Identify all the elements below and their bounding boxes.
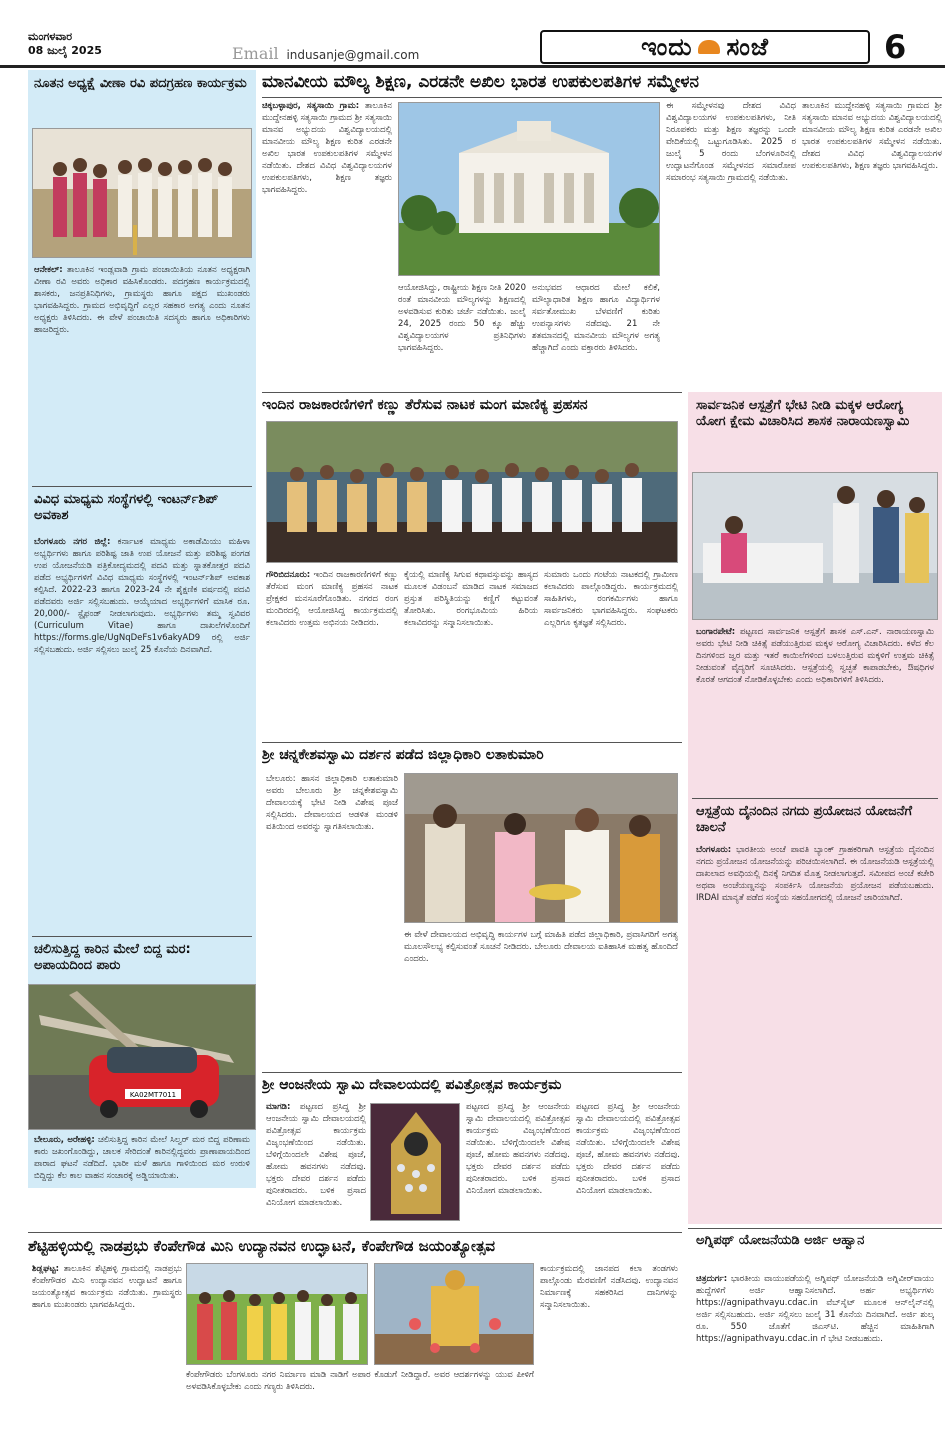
body-text-cash: ಭಾರತೀಯ ಅಂಚೆ ಪಾವತಿ ಬ್ಯಾಂಕ್ ಗ್ರಾಹಕರಿಗಾಗಿ ಆಸ್ಪತ್ರೆಯ ದೈನಂದಿನ ನಗದು ಪ್ರಯೋಜನ ಯೋಜನೆಯನ್ನು ಪರಿಚಯಿಸಲಾಗಿದೆ. ಈ ಯೋಜನೆಯಡಿ ಆಸ್ಪತ್ರೆಯಲ್ಲಿ ದಾಖಲಾದ ಅವಧಿಯಲ್ಲಿ ದಿನಕ್ಕೆ ನಿಗದಿತ ಮೊತ್ತ ನೀಡಲಾಗುತ್ತದೆ. ಸಮೀಪದ ಅಂಚೆ ಕಚೇರಿ ಅಥವಾ ಅಂಚೆಯಣ್ಣನನ್ನು ಸಂಪರ್ಕಿಸಿ ಯೋಜನೆಯ ಪ್ರಯೋಜನ ಪಡೆಯಬಹುದು. IRDAI ಮಾನ್ಯತೆ ಪಡೆದ ಸಂಸ್ಥೆಯ ಸಹಯೋಗದಲ್ಲಿ ಯೋಜನೆ ಜಾರಿಯಾಗಿದೆ. [696,845,934,903]
body-text-drama-1: ಇಂದಿನ ರಾಜಕಾರಣಿಗಳಿಗೆ ಕಣ್ಣು ತೆರೆಸುವ ಮಂಗ ಮಾಣಿಕ್ಯ ಪ್ರಹಸನ ನಾಟಕ ಪ್ರೇಕ್ಷಕರ ಮನಸೂರೆಗೊಂಡಿತು. ನಗರದ ರಂಗ ಮಂದಿರದಲ್ಲಿ ಆಯೋಜಿಸಿದ್ದ ಕಾರ್ಯಕ್ರಮದಲ್ಲಿ ಕಲಾವಿದರು ಉತ್ತಮ ಅಭಿನಯ ನೀಡಿದರು. [266,570,398,628]
body-conference-4: ಈ ಸಮ್ಮೇಳನವು ದೇಶದ ವಿವಿಧ ವಿಶ್ವವಿದ್ಯಾಲಯಗಳ ಉಪಕುಲಪತಿಗಳು, ನೀತಿ ನಿರೂಪಕರು ಮತ್ತು ಶಿಕ್ಷಣ ತಜ್ಞರನ್ನು ಒಂದೇ ವೇದಿಕೆಯಲ್ಲಿ ಒಟ್ಟುಗೂಡಿಸಿತು. 2025 ರ ಜುಲೈ 5 ರಂದು ಬೆಂಗಳೂರಿನಲ್ಲಿ ಉದ್ಘಾಟನೆಗೊಂಡ ಸಮ್ಮೇಳನದ ಸಮಾರೋಪ ಸಮಾರಂಭ ಸತ್ಯಸಾಯಿ ಗ್ರಾಮದಲ್ಲಿ ನಡೆಯಿತು. [666,101,796,183]
hospital-illustration [693,473,938,620]
logo-text-left: ಇಂದು [641,33,693,61]
article-agnipath [688,1228,942,1442]
left-column [28,70,256,1188]
headline-conference: ಮಾನವೀಯ ಮೌಲ್ಯ ಶಿಕ್ಷಣ, ಎರಡನೇ ಅಖಿಲ ಭಾರತ ಉಪಕುಲಪತಿಗಳ ಸಮ್ಮೇಳನ [262,72,942,98]
dateline-tree: ಬೇಲೂರು, ಅರೇಹಳ್ಳಿ: [34,1135,95,1145]
dateline-anjaneya: ಮಾಗಡಿ: [266,1102,291,1112]
body-anjaneya-2: ಪಟ್ಟಣದ ಪ್ರಸಿದ್ಧ ಶ್ರೀ ಆಂಜನೇಯ ಸ್ವಾಮಿ ದೇವಾಲಯದಲ್ಲಿ ಪವಿತ್ರೋತ್ಸವ ಕಾರ್ಯಕ್ರಮ ವಿಜೃಂಭಣೆಯಿಂದ ನಡೆಯಿತು. ಬೆಳಿಗ್ಗೆಯಿಂದಲೇ ವಿಶೇಷ ಪೂಜೆ, ಹೋಮ ಹವನಗಳು ನಡೆದವು. ಭಕ್ತರು ದೇವರ ದರ್ಶನ ಪಡೆದು ಪುನೀತರಾದರು. ಬಳಿಕ ಪ್ರಸಾದ ವಿನಿಯೋಗ ಮಾಡಲಾಯಿತು. [466,1102,570,1196]
body-drama-1 [266,569,398,735]
body-internship [34,536,250,934]
headline-tree: ಚಲಿಸುತ್ತಿದ್ದ ಕಾರಿನ ಮೇಲೆ ಬಿದ್ದ ಮರ: ಅಪಾಯದಿಂದ ಪಾರು [34,942,191,974]
body-cash [696,844,934,1140]
dateline-veena: ಆನೇಕಲ್: [34,265,63,275]
dateline-internship: ಬೆಂಗಳೂರು ನಗರ ಜಿಲ್ಲೆ: [34,537,111,547]
body-text-anjaneya: ಪಟ್ಟಣದ ಪ್ರಸಿದ್ಧ ಶ್ರೀ ಆಂಜನೇಯ ಸ್ವಾಮಿ ದೇವಾಲಯದಲ್ಲಿ ಪವಿತ್ರೋತ್ಸವ ಕಾರ್ಯಕ್ರಮ ವಿಜೃಂಭಣೆಯಿಂದ ನಡೆಯಿತು. ಬೆಳಿಗ್ಗೆಯಿಂದಲೇ ವಿಶೇಷ ಪೂಜೆ, ಹೋಮ ಹವನಗಳು ನಡೆದವು. ಭಕ್ತರು ದೇವರ ದರ್ಶನ ಪಡೆದು ಪುನೀತರಾದರು. ಬಳಿಕ ಪ್ರಸಾದ ವಿನಿಯೋಗ ಮಾಡಲಾಯಿತು. [266,1102,366,1208]
body-agnipath [696,1273,934,1439]
body-drama-3: ಸುಮಾರು ಒಂದು ಗಂಟೆಯ ನಾಟಕದಲ್ಲಿ ಗ್ರಾಮೀಣ ಕಲಾವಿದರು ಪಾಲ್ಗೊಂಡಿದ್ದರು. ಕಾರ್ಯಕ್ರಮದಲ್ಲಿ ಸಾಹಿತಿಗಳು, ರಂಗಕರ್ಮಿಗಳು ಹಾಗೂ ಸಾರ್ವಜನಿಕರು ಭಾಗವಹಿಸಿದ್ದರು. ಸಂಘಟಕರು ಎಲ್ಲರಿಗೂ ಕೃತಜ್ಞತೆ ಸಲ್ಲಿಸಿದರು. [544,570,678,628]
body-kempegowda-1 [32,1263,182,1439]
headline-internship: ವಿವಿಧ ಮಾಧ್ಯಮ ಸಂಸ್ಥೆಗಳಲ್ಲಿ ಇಂಟರ್ನ್‌ಶಿಪ್ ಅವಕಾಶ [34,492,219,524]
body-conference-1 [262,100,392,384]
photo-kempegowda-statue [374,1263,534,1365]
headline-agnipath: ಅಗ್ನಿಪಥ್ ಯೋಜನೆಯಡಿ ಅರ್ಜಿ ಆಹ್ವಾನ [696,1233,865,1248]
idol-illustration [371,1104,460,1221]
body-anjaneya-3: ಪಟ್ಟಣದ ಪ್ರಸಿದ್ಧ ಶ್ರೀ ಆಂಜನೇಯ ಸ್ವಾಮಿ ದೇವಾಲಯದಲ್ಲಿ ಪವಿತ್ರೋತ್ಸವ ಕಾರ್ಯಕ್ರಮ ವಿಜೃಂಭಣೆಯಿಂದ ನಡೆಯಿತು. ಬೆಳಿಗ್ಗೆಯಿಂದಲೇ ವಿಶೇಷ ಪೂಜೆ, ಹೋಮ ಹವನಗಳು ನಡೆದವು. ಭಕ್ತರು ದೇವರ ದರ್ಶನ ಪಡೆದು ಪುನೀತರಾದರು. ಬಳಿಕ ಪ್ರಸಾದ ವಿನಿಯೋಗ ಮಾಡಲಾಯಿತು. [576,1102,680,1196]
article-kempegowda [28,1232,682,1442]
sun-icon [698,40,720,54]
body-conference-2: ಆಯೋಜಿಸಿದ್ದು, ರಾಷ್ಟ್ರೀಯ ಶಿಕ್ಷಣ ನೀತಿ 2020 ರಂತೆ ಮಾನವೀಯ ಮೌಲ್ಯಗಳನ್ನು ಶಿಕ್ಷಣದಲ್ಲಿ ಅಳವಡಿಸುವ ಕುರಿತು ಚರ್ಚೆ ನಡೆಯಿತು. ಜುಲೈ 24, 2025 ರಂದು 50 ಕ್ಕೂ ಹೆಚ್ಚು ವಿಶ್ವವಿದ್ಯಾಲಯಗಳ ಪ್ರತಿನಿಧಿಗಳು ಭಾಗವಹಿಸಿದ್ದರು. [398,283,526,353]
drama-illustration [267,422,678,563]
divider [692,798,938,799]
photo-veena-ceremony [32,128,252,258]
weekday: ಮಂಗಳವಾರ [28,30,73,43]
license-plate: KA02MT7011 [129,1091,177,1099]
headline-kempegowda: ಶೆಟ್ಟಿಹಳ್ಳಿಯಲ್ಲಿ ನಾಡಪ್ರಭು ಕೆಂಪೇಗೌಡ ಮಿನಿ ಉದ್ಯಾನವನ ಉದ್ಘಾಟನೆ, ಕೆಂಪೇಗೌಡ ಜಯಂತ್ಯೋತ್ಸವ [28,1237,495,1255]
newspaper-logo [540,30,870,64]
date-block [28,30,102,58]
dateline-hospital: ಬಂಗಾರಪೇಟೆ: [696,627,736,637]
park-illustration [187,1264,368,1365]
headline-hospital: ಸಾರ್ವಜನಿಕ ಆಸ್ಪತ್ರೆಗೆ ಭೇಟಿ ನೀಡಿ ಮಕ್ಕಳ ಆರೋಗ್ಯ ಯೋಗ ಕ್ಷೇಮ ವಿಚಾರಿಸಿದ ಶಾಸಕ ನಾರಾಯಣಸ್ವಾಮಿ [696,398,910,430]
issue-date: 08 ಜುಲೈ 2025 [28,44,102,57]
body-chennakeshava-2: ಈ ವೇಳೆ ದೇವಾಲಯದ ಅಭಿವೃದ್ಧಿ ಕಾರ್ಯಗಳ ಬಗ್ಗೆ ಮಾಹಿತಿ ಪಡೆದ ಜಿಲ್ಲಾಧಿಕಾರಿ, ಪ್ರವಾಸಿಗರಿಗೆ ಅಗತ್ಯ ಮೂಲಸೌಲಭ್ಯ ಕಲ್ಪಿಸುವಂತೆ ಸೂಚನೆ ನೀಡಿದರು. ಬೇಲೂರು ದೇವಾಲಯ ಐತಿಹಾಸಿಕ ಮಹತ್ವ ಹೊಂದಿದೆ ಎಂದರು. [404,930,678,964]
body-tree [34,1134,250,1184]
body-veena [34,264,250,482]
body-text-hospital: ಪಟ್ಟಣದ ಸಾರ್ವಜನಿಕ ಆಸ್ಪತ್ರೆಗೆ ಶಾಸಕ ಎಸ್.ಎನ್. ನಾರಾಯಣಸ್ವಾಮಿ ಅವರು ಭೇಟಿ ನೀಡಿ ಚಿಕಿತ್ಸೆ ಪಡೆಯುತ್ತಿರುವ ಮಕ್ಕಳ ಆರೋಗ್ಯ ವಿಚಾರಿಸಿದರು. ಕಳೆದ ಕೆಲ ದಿನಗಳಿಂದ ಜ್ವರ ಮತ್ತು ಇತರೆ ಕಾಯಿಲೆಗಳಿಂದ ಬಳಲುತ್ತಿರುವ ಮಕ್ಕಳಿಗೆ ಉತ್ತಮ ಚಿಕಿತ್ಸೆ ನೀಡುವಂತೆ ವೈದ್ಯರಿಗೆ ಸೂಚಿಸಿದರು. ಆಸ್ಪತ್ರೆಯಲ್ಲಿ ಸ್ವಚ್ಛತೆ ಕಾಪಾಡಬೇಕು, ಔಷಧಿಗಳ ಕೊರತೆ ಆಗದಂತೆ ನೋಡಿಕೊಳ್ಳಬೇಕು ಎಂದು ಅಧಿಕಾರಿಗಳಿಗೆ ತಿಳಿಸಿದರು. [696,627,934,685]
ceremony-illustration [33,129,252,258]
body-kempegowda-3: ಕಾರ್ಯಕ್ರಮದಲ್ಲಿ ಜಾನಪದ ಕಲಾ ತಂಡಗಳು ಪಾಲ್ಗೊಂಡು ಮೆರವಣಿಗೆ ನಡೆಸಿದವು. ಉದ್ಯಾನವನ ನಿರ್ಮಾಣಕ್ಕೆ ಸಹಕರಿಸಿದ ದಾನಿಗಳನ್ನು ಸನ್ಮಾನಿಸಲಾಯಿತು. [540,1264,678,1310]
headline-anjaneya: ಶ್ರೀ ಆಂಜನೇಯ ಸ್ವಾಮಿ ದೇವಾಲಯದಲ್ಲಿ ಪವಿತ್ರೋತ್ಸವ ಕಾರ್ಯಕ್ರಮ [262,1077,562,1093]
car-tree-illustration [29,985,256,1130]
email-block [232,44,419,63]
divider [32,486,252,487]
body-text-kempegowda-1: ತಾಲೂಕಿನ ಶೆಟ್ಟಿಹಳ್ಳಿ ಗ್ರಾಮದಲ್ಲಿ ನಾಡಪ್ರಭು ಕೆಂಪೇಗೌಡರ ಮಿನಿ ಉದ್ಯಾನವನ ಉದ್ಘಾಟನೆ ಹಾಗೂ ಜಯಂತ್ಯೋತ್ಸವ ಕಾರ್ಯಕ್ರಮ ನಡೆಯಿತು. ಗ್ರಾಮಸ್ಥರು ಹಾಗೂ ಮುಖಂಡರು ಭಾಗವಹಿಸಿದ್ದರು. [32,1264,182,1310]
article-drama [262,392,682,738]
body-text-tree: ಚಲಿಸುತ್ತಿದ್ದ ಕಾರಿನ ಮೇಲೆ ಸಿಲ್ವರ್ ಮರ ಬಿದ್ದ ಪರಿಣಾಮ ಕಾರು ಜಖಂಗೊಂಡಿದ್ದು, ಚಾಲಕ ಸೇರಿದಂತೆ ಕಾರಿನಲ್ಲಿದ್ದವರು ಪ್ರಾಣಾಪಾಯದಿಂದ ಪಾರಾದ ಘಟನೆ ನಡೆದಿದೆ. ಭಾರೀ ಮಳೆ ಹಾಗೂ ಗಾಳಿಯಿಂದ ಮರ ಉರುಳಿ ಬಿದ್ದಿದ್ದು ಕೆಲ ಕಾಲ ವಾಹನ ಸಂಚಾರಕ್ಕೆ ಅಡ್ಡಿಯಾಯಿತು. [34,1135,250,1181]
photo-university-building [398,102,660,276]
email-label: Email [232,44,279,63]
photo-drama-artists [266,421,678,563]
body-text-agnipath: ಭಾರತೀಯ ವಾಯುಪಡೆಯಲ್ಲಿ ಅಗ್ನಿಪಥ್ ಯೋಜನೆಯಡಿ ಅಗ್ನಿವೀರ್‌ವಾಯು ಹುದ್ದೆಗಳಿಗೆ ಅರ್ಜಿ ಆಹ್ವಾನಿಸಲಾಗಿದೆ. ಅರ್ಹ ಅಭ್ಯರ್ಥಿಗಳು https://agnipathvayu.cdac.in ವೆಬ್‌ಸೈಟ್ ಮೂಲಕ ಆನ್‌ಲೈನ್‌ನಲ್ಲಿ ಅರ್ಜಿ ಸಲ್ಲಿಸಬಹುದು. ಅರ್ಜಿ ಸಲ್ಲಿಸಲು ಜುಲೈ 31 ಕೊನೆಯ ದಿನವಾಗಿದೆ. ಅರ್ಜಿ ಶುಲ್ಕ ರೂ. 550 ಜೊತೆಗೆ ಜಿಎಸ್‌ಟಿ. ಹೆಚ್ಚಿನ ಮಾಹಿತಿಗಾಗಿ https://agnipathvayu.cdac.in ಗೆ ಭೇಟಿ ನೀಡಬಹುದು. [696,1274,934,1344]
photo-hospital-visit [692,472,938,620]
headline-cash: ಆಸ್ಪತ್ರೆಯ ದೈನಂದಿನ ನಗದು ಪ್ರಯೋಜನ ಯೋಜನೆಗೆ ಚಾಲನೆ [696,804,913,836]
body-conference-3: ಅನುಭವದ ಆಧಾರದ ಮೇಲೆ ಕಲಿಕೆ, ಮೌಲ್ಯಾಧಾರಿತ ಶಿಕ್ಷಣ ಹಾಗೂ ವಿದ್ಯಾರ್ಥಿಗಳ ಸರ್ವತೋಮುಖ ಬೆಳವಣಿಗೆ ಕುರಿತು ಉಪನ್ಯಾಸಗಳು ನಡೆದವು. 21 ನೇ ಶತಮಾನದಲ್ಲಿ ಮಾನವೀಯ ಮೌಲ್ಯಗಳ ಅಗತ್ಯ ಹೆಚ್ಚಾಗಿದೆ ಎಂದು ವಕ್ತಾರರು ತಿಳಿಸಿದರು. [532,283,660,353]
headline-drama: ಇಂದಿನ ರಾಜಕಾರಣಿಗಳಿಗೆ ಕಣ್ಣು ತೆರೆಸುವ ನಾಟಕ ಮಂಗ ಮಾಣಿಕ್ಯ ಪ್ರಹಸನ [262,397,588,413]
masthead [0,0,945,68]
body-text-internship: ಕರ್ನಾಟಕ ಮಾಧ್ಯಮ ಅಕಾಡೆಮಿಯು ಮಹಿಳಾ ಅಭ್ಯರ್ಥಿಗಳು ಹಾಗೂ ಪರಿಶಿಷ್ಟ ಜಾತಿ ಉಪ ಯೋಜನೆ ಮತ್ತು ಪರಿಶಿಷ್ಟ ಪಂಗಡ ಉಪ ಯೋಜನೆಯಡಿ ಪತ್ರಿಕೋದ್ಯಮದಲ್ಲಿ ಪದವಿ ಮತ್ತು ಸ್ನಾತಕೋತ್ತರ ಪದವಿ ಪಡೆದ ಅಭ್ಯರ್ಥಿಗಳಿಗೆ ವಿವಿಧ ಮಾಧ್ಯಮ ಸಂಸ್ಥೆಗಳಲ್ಲಿ ಇಂಟರ್ನ್‌ಶಿಪ್ ಅವಕಾಶ ಕಲ್ಪಿಸಿದೆ. 2022-23 ಹಾಗೂ 2023-24 ನೇ ಶೈಕ್ಷಣಿಕ ವರ್ಷದಲ್ಲಿ ಪದವಿ ಪಡೆದವರು ಅರ್ಜಿ ಸಲ್ಲಿಸಬಹುದು. ಆಯ್ಕೆಯಾದ ಅಭ್ಯರ್ಥಿಗಳಿಗೆ ಮಾಸಿಕ ರೂ. 20,000/- ಸ್ಟೈಫಂಡ್ ನೀಡಲಾಗುವುದು. ಅಭ್ಯರ್ಥಿಗಳು ತಮ್ಮ ಸ್ವವಿವರ (Curriculum Vitae) ಹಾಗೂ ದಾಖಲೆಗಳೊಂದಿಗೆ https://forms.gle/UgNqDeFs1v6akyAD9 ರಲ್ಲಿ ಅರ್ಜಿ ಸಲ್ಲಿಸಬಹುದು. ಅರ್ಜಿ ಸಲ್ಲಿಸಲು ಜುಲೈ 25 ಕೊನೆಯ ದಿನವಾಗಿದೆ. [34,537,250,655]
dateline-drama: ಗೌರಿಬಿದನೂರು: [266,570,311,580]
article-anjaneya [262,1072,682,1228]
body-conference-5: ತಾಲೂಕಿನ ಮುದ್ದೇನಹಳ್ಳಿ ಸತ್ಯಸಾಯಿ ಗ್ರಾಮದ ಶ್ರೀ ಸತ್ಯಸಾಯಿ ಮಾನವ ಅಭ್ಯುದಯ ವಿಶ್ವವಿದ್ಯಾಲಯದಲ್ಲಿ ಮಾನವೀಯ ಮೌಲ್ಯ ಶಿಕ್ಷಣ ಕುರಿತ ಎರಡನೇ ಅಖಿಲ ಭಾರತ ಉಪಕುಲಪತಿಗಳ ಸಮ್ಮೇಳನ ನಡೆಯಿತು. ದೇಶದ ವಿವಿಧ ವಿಶ್ವವಿದ್ಯಾಲಯಗಳ ಉಪಕುಲಪತಿಗಳು, ಶಿಕ್ಷಣ ತಜ್ಞರು ಭಾಗವಹಿಸಿದ್ದರು. [802,101,942,171]
headline-veena: ನೂತನ ಅಧ್ಯಕ್ಷೆ ವೀಣಾ ರವಿ ಪದಗ್ರಹಣ ಕಾರ್ಯಕ್ರಮ [34,76,247,91]
article-chennakeshava [262,742,682,1068]
photo-park-inauguration [186,1263,368,1365]
dateline-agnipath: ಚಿತ್ರದುರ್ಗ: [696,1274,728,1284]
article-conference [262,70,942,388]
statue-illustration [375,1264,534,1365]
dateline-cash: ಬೆಂಗಳೂರು: [696,845,732,855]
divider [32,936,252,937]
page-number: 6 [884,28,907,66]
dateline-kempegowda: ಶಿಡ್ಲಘಟ್ಟ: [32,1264,60,1274]
right-column [688,392,942,1224]
body-drama-2: ಕೈಯಲ್ಲಿ ಮಾಣಿಕ್ಯ ಸಿಗುವ ಕಥಾವಸ್ತುವನ್ನು ಹಾಸ್ಯದ ಮೂಲಕ ವಿಡಂಬನೆ ಮಾಡಿದ ನಾಟಕ ಸಮಾಜದ ಪ್ರಸ್ತುತ ಪರಿಸ್ಥಿತಿಯನ್ನು ಕಣ್ಣಿಗೆ ಕಟ್ಟುವಂತೆ ತೋರಿಸಿತು. ರಂಗಭೂಮಿಯ ಹಿರಿಯ ಕಲಾವಿದರನ್ನು ಸನ್ಮಾನಿಸಲಾಯಿತು. [404,570,538,628]
photo-anjaneya-idol [370,1103,460,1221]
dateline-conference: ಚಿಕ್ಕಬಳ್ಳಾಪುರ, ಸತ್ಯಸಾಯಿ ಗ್ರಾಮ: [262,101,360,111]
body-text-veena: ತಾಲೂಕಿನ ಇಂಡ್ಲವಾಡಿ ಗ್ರಾಮ ಪಂಚಾಯಿತಿಯ ನೂತನ ಅಧ್ಯಕ್ಷರಾಗಿ ವೀಣಾ ರವಿ ಅವರು ಅಧಿಕಾರ ವಹಿಸಿಕೊಂಡರು. ಪದಗ್ರಹಣ ಕಾರ್ಯಕ್ರಮದಲ್ಲಿ ಶಾಸಕರು, ಜನಪ್ರತಿನಿಧಿಗಳು, ಗ್ರಾಮಸ್ಥರು ಹಾಗೂ ಪಕ್ಷದ ಮುಖಂಡರು ಭಾಗವಹಿಸಿದ್ದರು. ಗ್ರಾಮದ ಅಭಿವೃದ್ಧಿಗೆ ಎಲ್ಲರ ಸಹಕಾರ ಅಗತ್ಯ ಎಂದು ನೂತನ ಅಧ್ಯಕ್ಷರು ತಿಳಿಸಿದರು. ಈ ವೇಳೆ ಪಂಚಾಯಿತಿ ಸದಸ್ಯರು ಹಾಗೂ ಅಧಿಕಾರಿಗಳು ಹಾಜರಿದ್ದರು. [34,265,250,335]
body-kempegowda-2: ಕೆಂಪೇಗೌಡರು ಬೆಂಗಳೂರು ನಗರ ನಿರ್ಮಾಣ ಮಾಡಿ ನಾಡಿಗೆ ಅಪಾರ ಕೊಡುಗೆ ನೀಡಿದ್ದಾರೆ. ಅವರ ಆದರ್ಶಗಳನ್ನು ಯುವ ಪೀಳಿಗೆ ಅಳವಡಿಸಿಕೊಳ್ಳಬೇಕು ಎಂದು ಗಣ್ಯರು ತಿಳಿಸಿದರು. [186,1370,534,1392]
logo-text-right: ಸಂಜೆ [726,33,769,61]
photo-temple-visit [404,773,678,923]
headline-chennakeshava: ಶ್ರೀ ಚನ್ನಕೇಶವಸ್ವಾಮಿ ದರ್ಶನ ಪಡೆದ ಜಿಲ್ಲಾಧಿಕಾರಿ ಲತಾಕುಮಾರಿ [262,747,544,763]
body-anjaneya-1 [266,1101,366,1227]
body-hospital [696,626,934,792]
temple-visit-illustration [405,774,678,923]
email-address[interactable]: indusanje@gmail.com [286,48,420,62]
university-illustration [399,103,660,276]
body-text-conference-1: ತಾಲೂಕಿನ ಮುದ್ದೇನಹಳ್ಳಿ ಸತ್ಯಸಾಯಿ ಗ್ರಾಮದ ಶ್ರೀ ಸತ್ಯಸಾಯಿ ಮಾನವ ಅಭ್ಯುದಯ ವಿಶ್ವವಿದ್ಯಾಲಯದಲ್ಲಿ ಮಾನವೀಯ ಮೌಲ್ಯ ಶಿಕ್ಷಣ ಕುರಿತ ಎರಡನೇ ಅಖಿಲ ಭಾರತ ಉಪಕುಲಪತಿಗಳ ಸಮ್ಮೇಳನ ನಡೆಯಿತು. ದೇಶದ ವಿವಿಧ ವಿಶ್ವವಿದ್ಯಾಲಯಗಳ ಉಪಕುಲಪತಿಗಳು, ಶಿಕ್ಷಣ ತಜ್ಞರು ಭಾಗವಹಿಸಿದ್ದರು. [262,101,392,195]
photo-car-tree [28,984,256,1130]
body-chennakeshava-1: ಬೇಲೂರು: ಹಾಸನ ಜಿಲ್ಲಾಧಿಕಾರಿ ಲತಾಕುಮಾರಿ ಅವರು ಬೇಲೂರು ಶ್ರೀ ಚನ್ನಕೇಶವಸ್ವಾಮಿ ದೇವಾಲಯಕ್ಕೆ ಭೇಟಿ ನೀಡಿ ವಿಶೇಷ ಪೂಜೆ ಸಲ್ಲಿಸಿದರು. ದೇವಾಲಯದ ಆಡಳಿತ ಮಂಡಳಿ ವತಿಯಿಂದ ಅವರನ್ನು ಸ್ವಾಗತಿಸಲಾಯಿತು. [266,774,398,832]
